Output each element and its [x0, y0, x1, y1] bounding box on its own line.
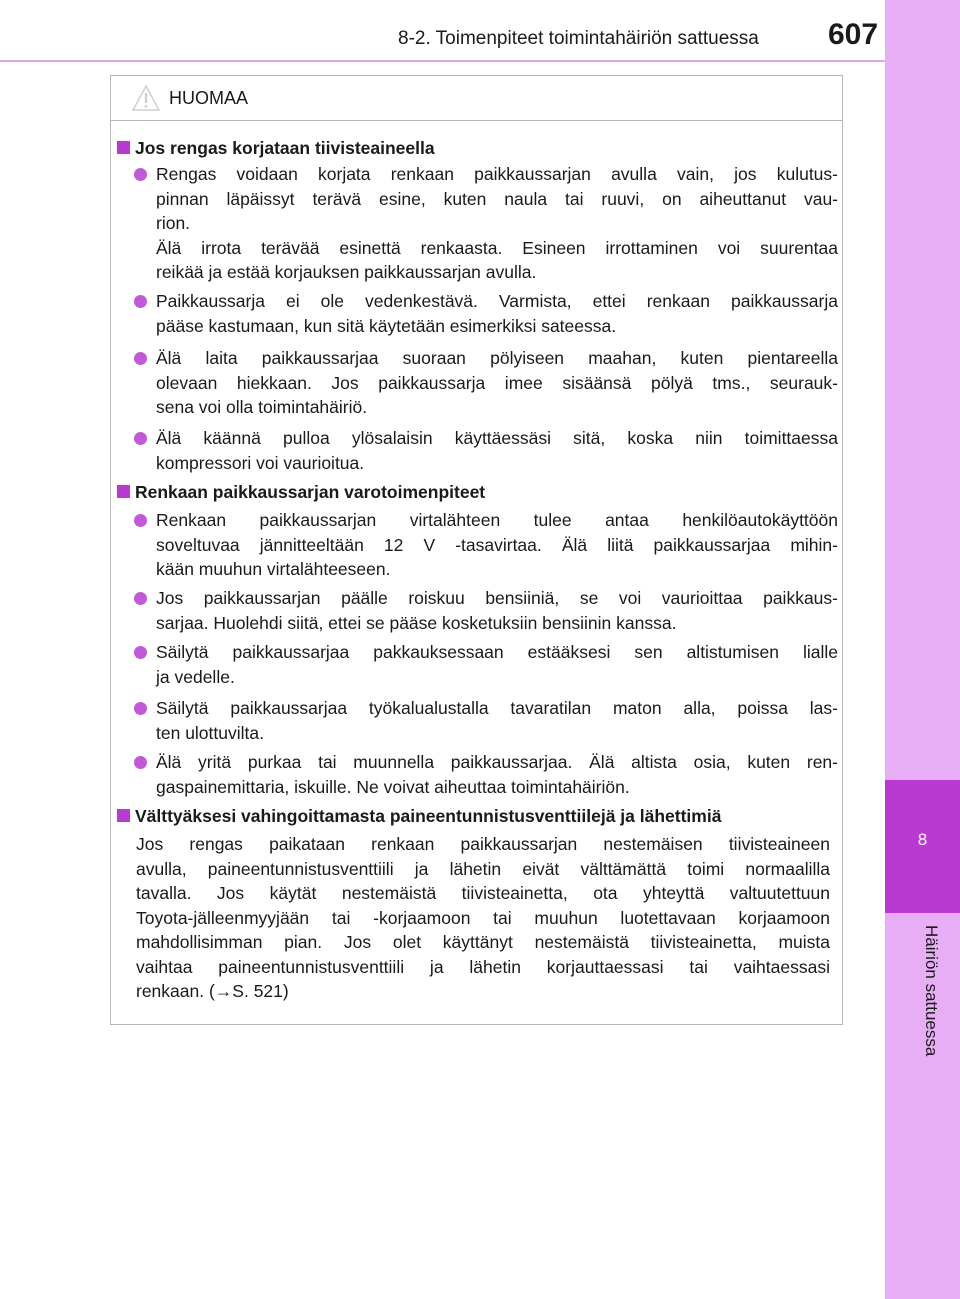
section-heading-text: Jos rengas korjataan tiivisteaineella	[135, 138, 435, 158]
text-line: ja vedelle.	[156, 666, 235, 687]
page-header	[0, 0, 885, 62]
text-line: sarjaa. Huolehdi siitä, ettei se pääse kosketuksiin bensiinin kanssa.	[156, 612, 677, 633]
square-bullet-icon	[117, 141, 130, 154]
text-line: gaspainemittaria, iskuille. Ne voivat aiheuttaa toimintahäiriön.	[156, 776, 630, 797]
text-line: Jos paikkaussarjan päälle roiskuu bensiiniä, se voi vaurioittaa paikkaus-	[156, 588, 838, 608]
text-line: Älä laita paikkaussarjaa suoraan pölyiseen maahan, kuten pientareella	[156, 348, 838, 368]
text-line: mahdollisimman pian. Jos olet käyttänyt nestemäistä tiivisteainetta, muista	[136, 932, 830, 952]
text-line: ten ulottuvilta.	[156, 722, 264, 743]
page-number: 607	[828, 18, 879, 51]
notice-box	[110, 75, 843, 1025]
round-bullet-icon	[134, 295, 147, 308]
section-heading-text: Renkaan paikkaussarjan varotoimenpiteet	[135, 482, 486, 502]
paragraph	[136, 832, 830, 1004]
notice-title: HUOMAA	[169, 88, 249, 108]
list-item	[134, 346, 838, 420]
section-heading	[117, 138, 435, 159]
round-bullet-icon	[134, 432, 147, 445]
list-item	[134, 750, 838, 799]
warning-triangle-icon	[131, 84, 161, 112]
round-bullet-icon	[134, 702, 147, 715]
text-line: avulla, paineentunnistusventtiili ja lähetin eivät välttämättä toimi normaalilla	[136, 858, 830, 879]
chapter-side-tab[interactable]	[885, 0, 960, 1299]
text-line: sena voi olla toimintahäiriö.	[156, 397, 368, 417]
text-line: Älä irrota terävää esinettä renkaasta. Esineen irrottaminen voi suurentaa	[156, 237, 838, 258]
list-item	[134, 508, 838, 582]
chapter-label-text: Häiriön sattuessa	[922, 925, 941, 1057]
text-line: vaihtaa paineentunnistusventtiili ja lähetin korjauttaessasi tai vaihtaessasi	[136, 956, 830, 977]
text-line: Säilytä paikkaussarjaa työkalualustalla tavaratilan maton alla, poissa las-	[156, 698, 838, 718]
list-item	[134, 426, 838, 475]
list-item	[134, 640, 838, 689]
round-bullet-icon	[134, 756, 147, 769]
square-bullet-icon	[117, 809, 130, 822]
text-line: soveltuvaa jännitteeltään 12 V -tasavirtaa. Älä liitä paikkaussarjaa mihin-	[156, 534, 838, 555]
text-line: Paikkaussarja ei ole vedenkestävä. Varmista, ettei renkaan paikkaussarja	[156, 291, 838, 311]
section-heading	[117, 806, 721, 827]
chapter-number: 8	[917, 830, 928, 849]
list-item	[134, 289, 838, 338]
square-bullet-icon	[117, 485, 130, 498]
round-bullet-icon	[134, 646, 147, 659]
list-item	[134, 162, 838, 285]
round-bullet-icon	[134, 352, 147, 365]
text-line: kään muuhun virtalähteeseen.	[156, 559, 391, 579]
round-bullet-icon	[134, 514, 147, 527]
chapter-number-box	[885, 780, 960, 913]
cross-reference-link[interactable]: renkaan. (→S. 521)	[136, 981, 289, 1001]
section-heading	[117, 482, 485, 503]
text-line: Rengas voidaan korjata renkaan paikkaussarjan avulla vain, jos kulutus-	[156, 164, 838, 184]
header-title: 8-2. Toimenpiteet toimintahäiriön sattuessa	[398, 28, 759, 49]
text-line: reikää ja estää korjauksen paikkaussarjan avulla.	[156, 262, 537, 282]
chapter-label	[922, 925, 959, 1085]
notice-header	[111, 76, 842, 121]
header-rule	[0, 60, 885, 62]
section-heading-text: Välttyäksesi vahingoittamasta paineentunnistusventtiilejä ja lähettimiä	[135, 806, 722, 826]
round-bullet-icon	[134, 592, 147, 605]
list-item	[134, 586, 838, 635]
text-line: olevaan hiekkaan. Jos paikkaussarja imee sisäänsä pölyä tms., seurauk-	[156, 372, 838, 393]
text-line: pinnan läpäissyt terävä esine, kuten naula tai ruuvi, on aiheuttanut vau-	[156, 188, 838, 209]
text-line: Älä yritä purkaa tai muunnella paikkaussarjaa. Älä altista osia, kuten ren-	[156, 752, 838, 772]
text-line: Jos rengas paikataan renkaan paikkaussarjan nestemäisen tiivisteaineen	[136, 834, 830, 854]
text-line: Älä käännä pulloa ylösalaisin käyttäessäsi sitä, koska niin toimittaessa	[156, 428, 838, 448]
text-line: Toyota-jälleenmyyjään tai -korjaamoon tai muuhun luotettavaan korjaamoon	[136, 907, 830, 928]
text-line: Renkaan paikkaussarjan virtalähteen tulee antaa henkilöautokäyttöön	[156, 510, 838, 530]
text-line: rion.	[156, 213, 191, 233]
list-item	[134, 696, 838, 745]
text-line: tavalla. Jos käytät nestemäistä tiivisteainetta, ota yhteyttä valtuutettuun	[136, 883, 830, 903]
text-line: pääse kastumaan, kun sitä käytetään esimerkiksi sateessa.	[156, 315, 617, 336]
text-line: kompressori voi vaurioitua.	[156, 452, 365, 473]
text-line: Säilytä paikkaussarjaa pakkauksessaan estääksesi sen altistumisen lialle	[156, 642, 838, 662]
round-bullet-icon	[134, 168, 147, 181]
